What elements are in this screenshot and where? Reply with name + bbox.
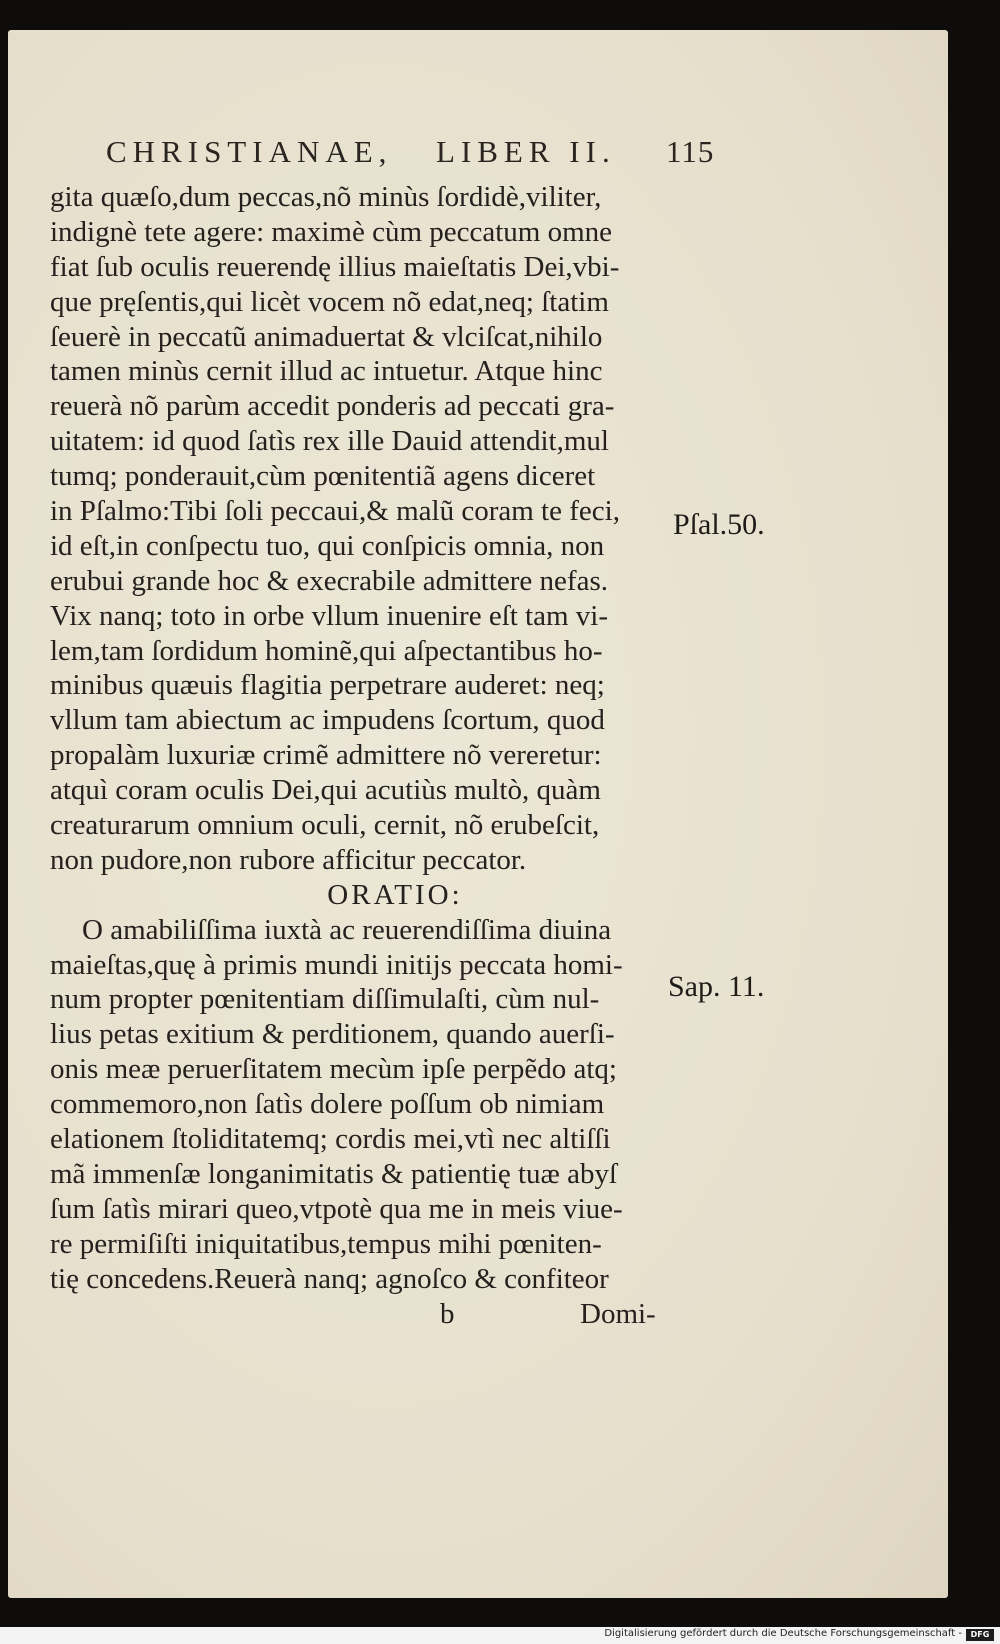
catchword: Domi- bbox=[580, 1297, 656, 1330]
margin-note-psalm: Pſal.50. bbox=[673, 508, 765, 541]
body-line: propalàm luxuriæ crimẽ admittere nõ vereretur: bbox=[50, 739, 602, 772]
footer-bar bbox=[0, 1627, 1000, 1644]
body-line: erubui grande hoc & execrabile admittere nefas. bbox=[50, 564, 608, 597]
running-head bbox=[106, 134, 746, 184]
body-line: atquì coram oculis Dei,qui acutiùs multò, quàm bbox=[50, 774, 601, 807]
oration-line: lius petas exitium & perditionem, quando auerſi- bbox=[50, 1018, 615, 1051]
oration-line: re permiſiſti iniquitatibus,tempus mihi pœniten- bbox=[50, 1227, 602, 1260]
body-line: lem,tam ſordidum hominẽ,qui aſpectantibus ho- bbox=[50, 634, 603, 667]
running-head-book: LIBER II. bbox=[436, 134, 616, 169]
funding-credit: Digitalisierung gefördert durch die Deutsche Forschungsgemeinschaft - bbox=[604, 1628, 962, 1639]
running-head-title: CHRISTIANAE, bbox=[106, 134, 393, 169]
body-line: vllum tam abiectum ac impudens ſcortum, quod bbox=[50, 704, 605, 737]
oration-line: ſum ſatìs mirari queo,vtpotè qua me in meis viue- bbox=[50, 1192, 623, 1225]
body-line: fiat ſub oculis reuerendę illius maieſtatis Dei,vbi- bbox=[50, 250, 620, 283]
body-line: uitatem: id quod ſatìs rex ille Dauid attendit,mul bbox=[50, 425, 609, 458]
body-line: reuerà nõ parùm accedit ponderis ad peccati gra- bbox=[50, 390, 615, 423]
oration-line: elationem ſtoliditatemq; cordis mei,vtì nec altiſſi bbox=[50, 1123, 611, 1156]
oration-line: onis meæ peruerſitatem mecùm ipſe perpẽdo atq; bbox=[50, 1053, 617, 1086]
oration-line: maieſtas,quę à primis mundi initijs peccata homi- bbox=[50, 948, 623, 981]
oration-line: O amabiliſſima iuxtà ac reuerendiſſima diuina bbox=[82, 913, 612, 946]
oration-line: tię concedens.Reuerà nanq; agnoſco & confiteor bbox=[50, 1262, 609, 1295]
body-line: tamen minùs cernit illud ac intuetur. Atque hinc bbox=[50, 355, 603, 388]
body-line: minibus quæuis flagitia perpetrare auderet: neq; bbox=[50, 669, 605, 702]
body-line: tumq; ponderauit,cùm pœnitentiã agens diceret bbox=[50, 460, 596, 493]
margin-note-sap: Sap. 11. bbox=[668, 970, 765, 1003]
catchword-line bbox=[50, 1297, 700, 1332]
body-line: indignè tete agere: maximè cùm peccatum omne bbox=[50, 215, 613, 248]
body-line: Vix nanq; toto in orbe vllum inuenire eſt tam vi- bbox=[50, 599, 609, 632]
body-line: gita quæſo,dum peccas,nõ minùs ſordidè,viliter, bbox=[50, 181, 602, 213]
body-line: creaturarum omnium oculi, cernit, nõ erubeſcit, bbox=[50, 809, 600, 842]
oration-line: mã immenſæ longanimitatis & patientię tuæ abyſ bbox=[50, 1157, 618, 1190]
body-line: non pudore,non rubore afficitur peccator. bbox=[50, 843, 527, 876]
body-line: que pręſentis,qui licèt vocem nõ edat,neq; ſtatim bbox=[50, 285, 609, 318]
body-line: ſeuerè in peccatũ animaduertat & vlciſcat,nihilo bbox=[50, 320, 603, 353]
book-page bbox=[8, 30, 948, 1598]
signature-mark: b bbox=[440, 1297, 455, 1330]
section-heading: ORATIO: bbox=[327, 878, 463, 911]
folio-number: 115 bbox=[666, 134, 715, 169]
text-block bbox=[50, 180, 700, 1331]
body-line: id eſt,in conſpectu tuo, qui conſpicis omnia, non bbox=[50, 529, 605, 562]
oration-line: num propter pœnitentiam diſſimulaſti, cùm nul- bbox=[50, 983, 600, 1016]
dfg-logo-icon: DFG bbox=[966, 1629, 994, 1641]
oration-line: commemoro,non ſatìs dolere poſſum ob nimiam bbox=[50, 1088, 605, 1121]
body-line: in Pſalmo:Tibi ſoli peccaui,& malũ coram te feci, bbox=[50, 495, 620, 528]
